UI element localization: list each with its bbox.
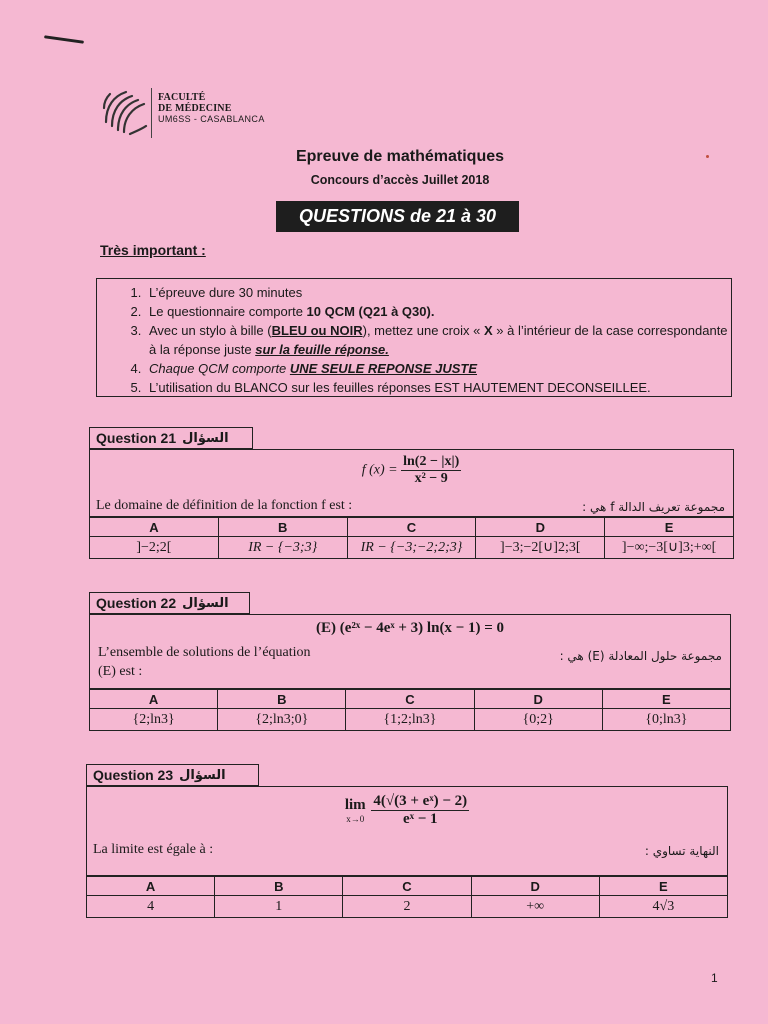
question-22-text-ar: مجموعة حلول المعادلة (E) هي :	[559, 649, 722, 663]
q23-letter-a: A	[87, 877, 215, 896]
rule-1: 1. L’épreuve dure 30 minutes	[145, 283, 731, 302]
q22-choice-e: {0;ln3}	[602, 709, 730, 731]
question-21-label: Question 21	[96, 430, 177, 446]
rule-5: 5. L’utilisation du BLANCO sur les feuilles réponses EST HAUTEMENT DECONSEILLEE.	[145, 378, 731, 397]
q23-letter-e: E	[599, 877, 727, 896]
question-22-label: Question 22	[96, 595, 177, 611]
q22-letter-d: D	[474, 690, 602, 709]
rule-4: 4. Chaque QCM comporte UNE SEULE REPONSE JUSTE	[145, 359, 731, 378]
question-22-answers	[89, 689, 731, 731]
q23-letter-c: C	[343, 877, 471, 896]
q23-choice-e: 4√3	[599, 896, 727, 918]
question-21-text: Le domaine de définition de la fonction f est :	[96, 498, 353, 513]
faculty-line-2: DE MÉDECINE	[158, 103, 232, 114]
q21-choice-e: ]−∞;−3[∪]3;+∞[	[605, 537, 734, 559]
q21-denominator: x² − 9	[414, 471, 448, 486]
question-22-header	[89, 592, 250, 614]
q22-choice-b: {2;ln3;0}	[218, 709, 346, 731]
instructions-box	[96, 278, 732, 397]
q21-letter-d: D	[476, 518, 605, 537]
question-22-text: L’ensemble de solutions de l’équation	[98, 645, 311, 660]
question-21-box	[89, 449, 734, 517]
logo-divider	[151, 88, 152, 138]
q22-letter-a: A	[90, 690, 218, 709]
exam-title: Epreuve de mathématiques	[295, 148, 505, 165]
pen-mark	[44, 35, 84, 44]
ink-speck	[706, 155, 709, 158]
q23-denominator: eˣ − 1	[403, 811, 438, 827]
q22-choice-a: {2;ln3}	[90, 709, 218, 731]
q23-lim-sub: x→0	[346, 814, 365, 824]
page-number: 1	[711, 971, 718, 985]
q21-choice-b: IR − {−3;3}	[218, 537, 347, 559]
question-23-text: La limite est égale à :	[93, 842, 214, 857]
faculty-line-3: UM6SS - CASABLANCA	[158, 114, 265, 124]
q22-letter-b: B	[218, 690, 346, 709]
question-23-box	[86, 786, 728, 876]
question-22-box	[89, 614, 731, 689]
q23-letter-d: D	[471, 877, 599, 896]
rule-2: 2. Le questionnaire comporte 10 QCM (Q21 à Q30).	[145, 302, 731, 321]
question-23-formula	[87, 793, 727, 828]
q23-lim: lim	[344, 797, 366, 813]
question-21-label-ar: السؤال	[182, 430, 229, 446]
question-22-formula: (E) (e²ˣ − 4eˣ + 3) ln(x − 1) = 0	[315, 620, 505, 636]
q21-letter-a: A	[90, 518, 219, 537]
q23-choice-c: 2	[343, 896, 471, 918]
q21-choice-d: ]−3;−2[∪]2;3[	[476, 537, 605, 559]
q21-choice-c: IR − {−3;−2;2;3}	[347, 537, 476, 559]
question-23-label-ar: السؤال	[179, 767, 226, 783]
q23-choice-b: 1	[215, 896, 343, 918]
q23-numerator: 4(√(3 + eˣ) − 2)	[373, 793, 468, 809]
question-23-answers	[86, 876, 728, 918]
q23-choice-d: +∞	[471, 896, 599, 918]
questions-banner: QUESTIONS de 21 à 30	[276, 201, 519, 232]
faculty-logo	[100, 86, 150, 138]
q21-numerator: ln(2 − |x|)	[403, 454, 460, 469]
question-21-answers	[89, 517, 734, 559]
exam-subtitle: Concours d’accès Juillet 2018	[310, 173, 490, 187]
question-23-label: Question 23	[93, 767, 174, 783]
q21-letter-b: B	[218, 518, 347, 537]
important-heading: Très important :	[100, 242, 206, 258]
question-21-formula: f (x) = $\frac{\ln(2 - |x|)}{\text{x² − 9}}$	[361, 454, 460, 486]
question-22-label-ar: السؤال	[182, 595, 229, 611]
q21-letter-e: E	[605, 518, 734, 537]
q21-letter-c: C	[347, 518, 476, 537]
q22-letter-c: C	[346, 690, 474, 709]
q23-letter-b: B	[215, 877, 343, 896]
q23-choice-a: 4	[87, 896, 215, 918]
q22-choice-c: {1;2;ln3}	[346, 709, 474, 731]
question-23-text-ar: النهاية تساوي :	[644, 844, 719, 858]
faculty-name	[158, 92, 265, 125]
question-23-header	[86, 764, 259, 786]
q22-letter-e: E	[602, 690, 730, 709]
rule-3: 3. Avec un stylo à bille (BLEU ou NOIR), mettez une croix « X » à l’intérieur de la case correspondante à la réponse juste sur la feuille réponse.	[145, 321, 731, 359]
faculty-line-1: FACULTÉ	[158, 92, 206, 103]
q21-choice-a: ]−2;2[	[90, 537, 219, 559]
question-22-text-2: (E) est :	[98, 664, 143, 679]
q22-choice-d: {0;2}	[474, 709, 602, 731]
question-21-text-ar: مجموعة تعريف الدالة f هي :	[582, 500, 725, 514]
question-21-header	[89, 427, 253, 449]
